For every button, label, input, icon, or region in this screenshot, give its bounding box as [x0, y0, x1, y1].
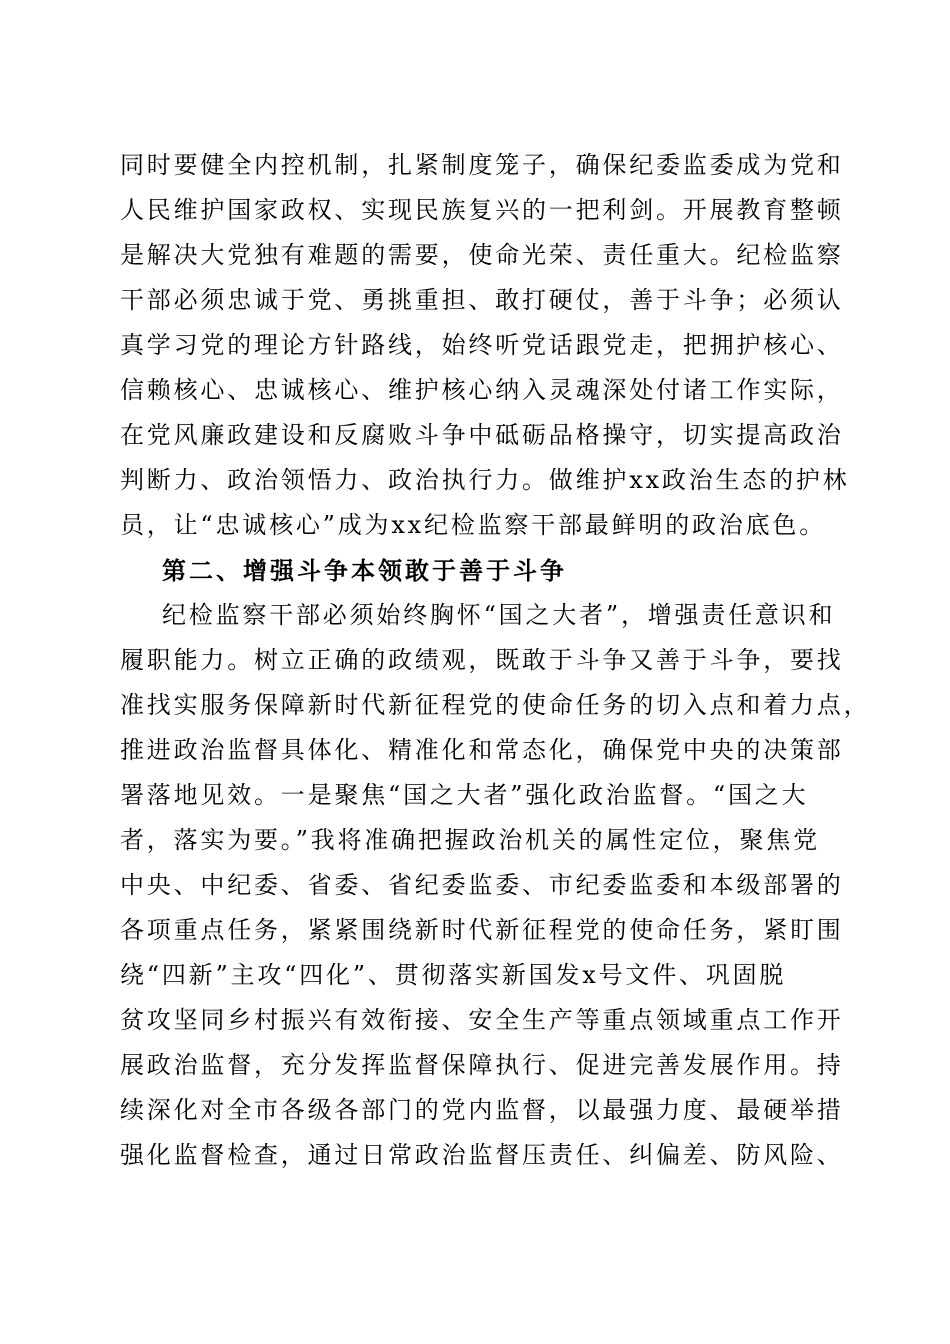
paragraph-2-line-11: 展政治监督，充分发挥监督保障执行、促进完善发展作用。持	[120, 1051, 844, 1079]
paragraph-1-line-8: 判断力、政治领悟力、政治执行力。做维护xx政治生态的护林	[120, 466, 850, 494]
paragraph-2-line-4: 推进政治监督具体化、精准化和常态化，确保党中央的决策部	[120, 736, 844, 764]
section-heading: 第二、增强斗争本领敢于善于斗争	[162, 556, 567, 585]
paragraph-2-line-1: 纪检监察干部必须始终胸怀“国之大者”，增强责任意识和	[162, 601, 836, 629]
paragraph-2-line-13: 强化监督检查，通过日常政治监督压责任、纠偏差、防风险、	[120, 1141, 844, 1169]
paragraph-1-line-7: 在党风廉政建设和反腐败斗争中砥砺品格操守，切实提高政治	[120, 421, 844, 449]
paragraph-2-line-8: 各项重点任务，紧紧围绕新时代新征程党的使命任务，紧盯围	[120, 916, 844, 944]
paragraph-1-line-9: 员，让“忠诚核心”成为xx纪检监察干部最鲜明的政治底色。	[120, 511, 827, 539]
paragraph-2-line-3: 准找实服务保障新时代新征程党的使命任务的切入点和着力点，	[120, 691, 871, 719]
paragraph-2-line-5: 署落地见效。一是聚焦“国之大者”强化政治监督。“国之大	[120, 781, 809, 809]
paragraph-1-line-6: 信赖核心、忠诚核心、维护核心纳入灵魂深处付诸工作实际，	[120, 376, 844, 404]
paragraph-2-line-7: 中央、中纪委、省委、省纪委监委、市纪委监委和本级部署的	[120, 871, 844, 899]
paragraph-1-line-5: 真学习党的理论方针路线，始终听党话跟党走，把拥护核心、	[120, 331, 844, 359]
paragraph-2-line-9: 绕“四新”主攻“四化”、贯彻落实新国发x号文件、巩固脱	[120, 961, 787, 989]
paragraph-1-line-2: 人民维护国家政权、实现民族复兴的一把利剑。开展教育整顿	[120, 196, 844, 224]
paragraph-1-line-3: 是解决大党独有难题的需要，使命光荣、责任重大。纪检监察	[120, 241, 844, 269]
paragraph-1-line-1: 同时要健全内控机制，扎紧制度笼子，确保纪委监委成为党和	[120, 151, 844, 179]
paragraph-2-line-6: 者，落实为要。”我将准确把握政治机关的属性定位，聚焦党	[120, 826, 820, 854]
paragraph-2-line-10: 贫攻坚同乡村振兴有效衔接、安全生产等重点领域重点工作开	[120, 1006, 844, 1034]
paragraph-2-line-12: 续深化对全市各级各部门的党内监督，以最强力度、最硬举措	[120, 1096, 844, 1124]
paragraph-1-line-4: 干部必须忠诚于党、勇挑重担、敢打硬仗，善于斗争；必须认	[120, 286, 844, 314]
paragraph-2-line-2: 履职能力。树立正确的政绩观，既敢于斗争又善于斗争，要找	[120, 646, 844, 674]
